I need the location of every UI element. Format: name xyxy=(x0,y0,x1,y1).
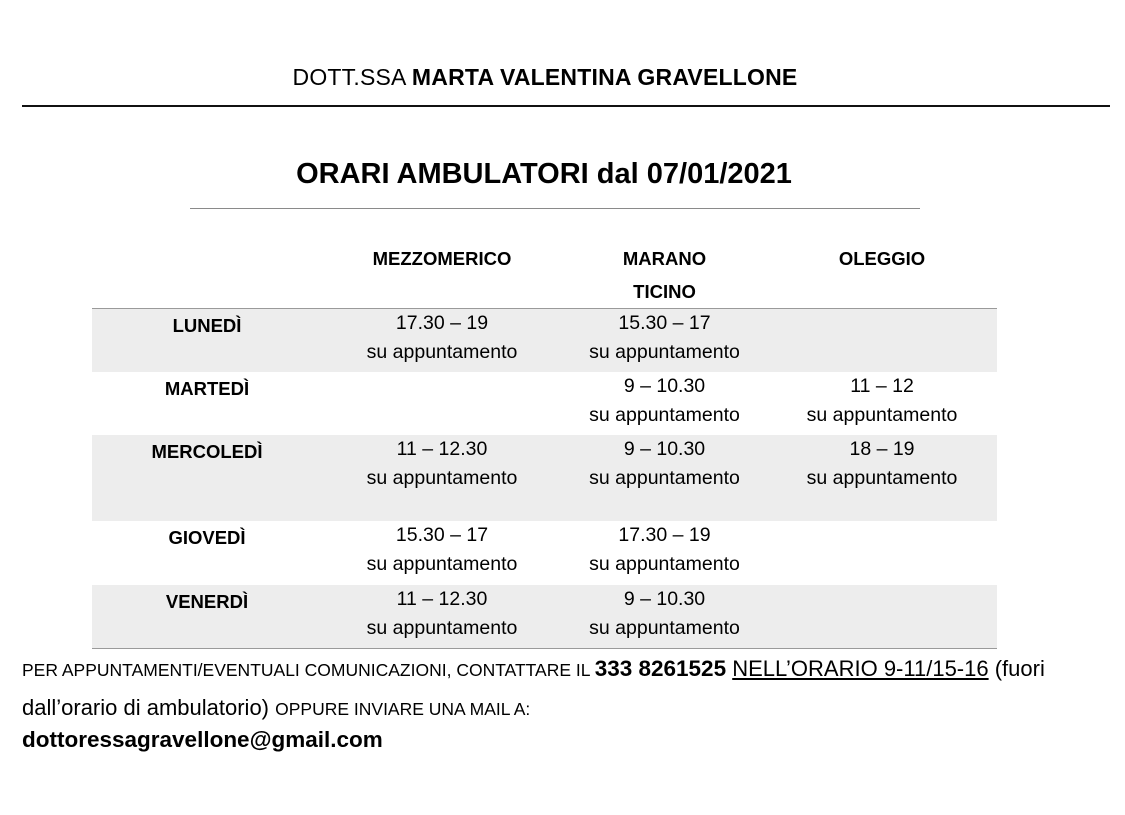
slot-oleggio xyxy=(767,435,997,521)
slot-oleggio xyxy=(767,309,997,372)
slot-note: su appuntamento xyxy=(589,404,740,426)
slot-mezzomerico xyxy=(322,585,562,648)
table-row xyxy=(92,309,997,372)
header-mezzomerico: MEZZOMERICO xyxy=(372,248,512,269)
slot-time: 11 – 12.30 xyxy=(396,438,488,460)
slot-time: 11 – 12 xyxy=(850,375,914,397)
day-label: MARTEDÌ xyxy=(164,378,250,399)
slot-mezzomerico xyxy=(322,372,562,435)
schedule-table xyxy=(92,240,997,649)
slot-note: su appuntamento xyxy=(366,467,518,489)
slot-marano xyxy=(562,585,767,648)
table-row xyxy=(92,372,997,435)
table-row xyxy=(92,585,997,649)
page-title: ORARI AMBULATORI dal 07/01/2021 xyxy=(296,158,792,190)
slot-mezzomerico xyxy=(322,309,562,372)
slot-time: 9 – 10.30 xyxy=(623,588,706,610)
slot-note: su appuntamento xyxy=(589,467,740,489)
slot-time: 9 – 10.30 xyxy=(623,438,706,460)
day-label: GIOVEDÌ xyxy=(168,527,246,548)
slot-time: 18 – 19 xyxy=(849,438,915,460)
day-label: MERCOLEDÌ xyxy=(151,441,263,462)
slot-oleggio xyxy=(767,521,997,585)
contact-text-intro: PER APPUNTAMENTI/EVENTUALI COMUNICAZIONI, CONTATTARE IL xyxy=(22,660,595,680)
slot-note: su appuntamento xyxy=(589,341,740,363)
header-marano-line2: TICINO xyxy=(633,281,696,302)
slot-note: su appuntamento xyxy=(806,467,958,489)
slot-note: su appuntamento xyxy=(366,617,518,639)
contact-text-mail: OPPURE INVIARE UNA MAIL A: xyxy=(275,699,531,719)
slot-marano xyxy=(562,309,767,372)
header-divider xyxy=(22,105,1110,107)
slot-time: 15.30 – 17 xyxy=(395,524,489,546)
doctor-name: MARTA VALENTINA GRAVELLONE xyxy=(411,64,798,90)
header-oleggio: OLEGGIO xyxy=(838,248,926,269)
contact-info xyxy=(22,650,1082,728)
slot-note: su appuntamento xyxy=(589,617,740,639)
doctor-header xyxy=(0,64,1090,91)
table-header-row xyxy=(92,240,997,309)
slot-marano xyxy=(562,435,767,521)
slot-time: 9 – 10.30 xyxy=(623,375,706,397)
slot-marano xyxy=(562,521,767,585)
table-row xyxy=(92,435,997,521)
slot-oleggio xyxy=(767,372,997,435)
slot-note: su appuntamento xyxy=(806,404,958,426)
contact-email[interactable]: dottoressagravellone@gmail.com xyxy=(22,727,383,752)
slot-oleggio xyxy=(767,585,997,648)
slot-time: 15.30 – 17 xyxy=(618,312,711,334)
slot-time: 17.30 – 19 xyxy=(618,524,711,546)
slot-marano xyxy=(562,372,767,435)
slot-time: 11 – 12.30 xyxy=(396,588,488,610)
slot-mezzomerico xyxy=(322,435,562,521)
title-divider xyxy=(190,208,920,209)
slot-mezzomerico xyxy=(322,521,562,585)
slot-note: su appuntamento xyxy=(366,553,518,575)
contact-hours: NELL’ORARIO 9-11/15-16 xyxy=(732,656,989,681)
table-row xyxy=(92,521,997,585)
header-marano-line1: MARANO xyxy=(622,248,707,269)
slot-note: su appuntamento xyxy=(366,341,518,363)
day-label: VENERDÌ xyxy=(165,591,249,612)
slot-time: 17.30 – 19 xyxy=(395,312,489,334)
doctor-title-prefix: DOTT.SSA xyxy=(292,64,406,90)
header-marano-ticino xyxy=(562,240,767,308)
day-label: LUNEDÌ xyxy=(172,315,242,336)
slot-note: su appuntamento xyxy=(589,553,740,575)
contact-phone: 333 8261525 xyxy=(594,656,727,681)
contact-text-note: (fuori dall’orario di ambulatorio) xyxy=(22,656,1045,720)
header-day-blank xyxy=(92,240,322,308)
